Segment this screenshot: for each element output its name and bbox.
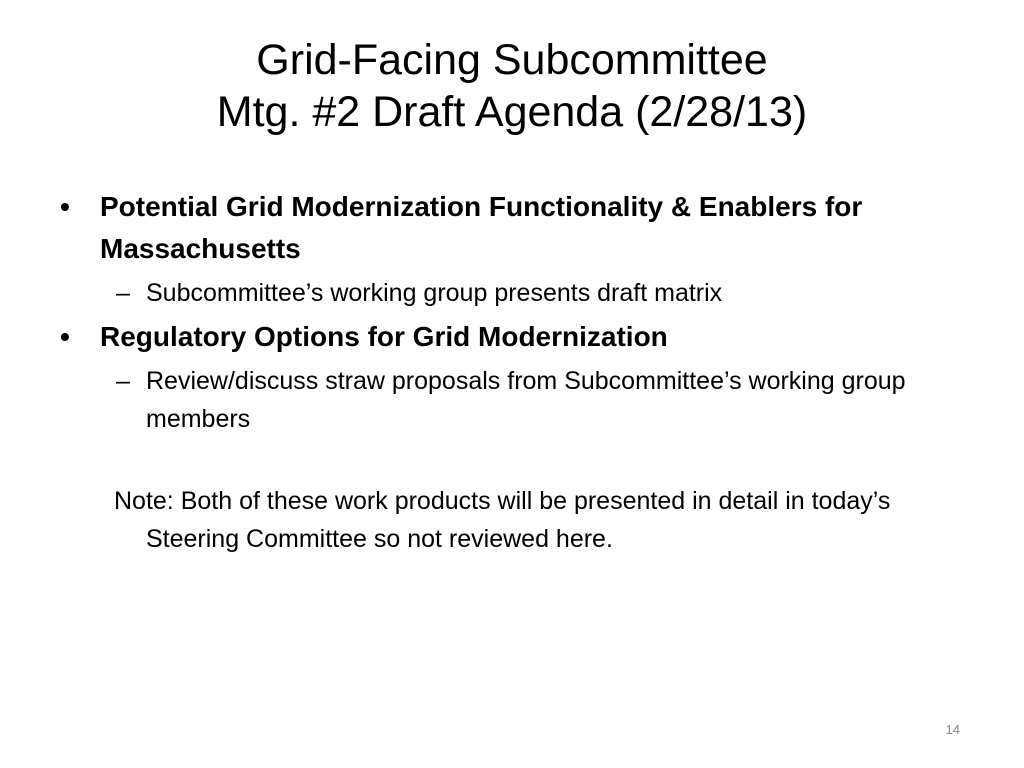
bullet-item	[60, 316, 960, 358]
sub-bullet-marker: –	[116, 367, 130, 395]
bullet-item	[60, 186, 960, 270]
bullet-marker: •	[60, 321, 70, 352]
bullet-marker: •	[60, 191, 70, 222]
sub-bullet-marker: –	[116, 279, 130, 307]
slide-title	[80, 34, 944, 138]
slide-title-line-2: Mtg. #2 Draft Agenda (2/28/13)	[216, 88, 808, 136]
sub-bullet-text: Subcommittee’s working group presents draft matrix	[146, 279, 723, 307]
slide-content	[60, 186, 960, 558]
sub-bullet-item	[60, 362, 960, 438]
spacer	[60, 442, 960, 482]
bullet-text: Regulatory Options for Grid Modernization	[100, 321, 668, 352]
page-number: 14	[945, 722, 960, 737]
slide-title-line-1: Grid-Facing Subcommittee	[256, 36, 768, 84]
sub-bullet-item	[60, 274, 960, 312]
sub-bullet-text: Review/discuss straw proposals from Subcommittee’s working group members	[146, 367, 906, 433]
note-paragraph: Note: Both of these work products will be presented in detail in today’s Steering Committee so not reviewed here.	[114, 487, 891, 553]
bullet-text: Potential Grid Modernization Functionality & Enablers for Massachusetts	[100, 191, 863, 264]
